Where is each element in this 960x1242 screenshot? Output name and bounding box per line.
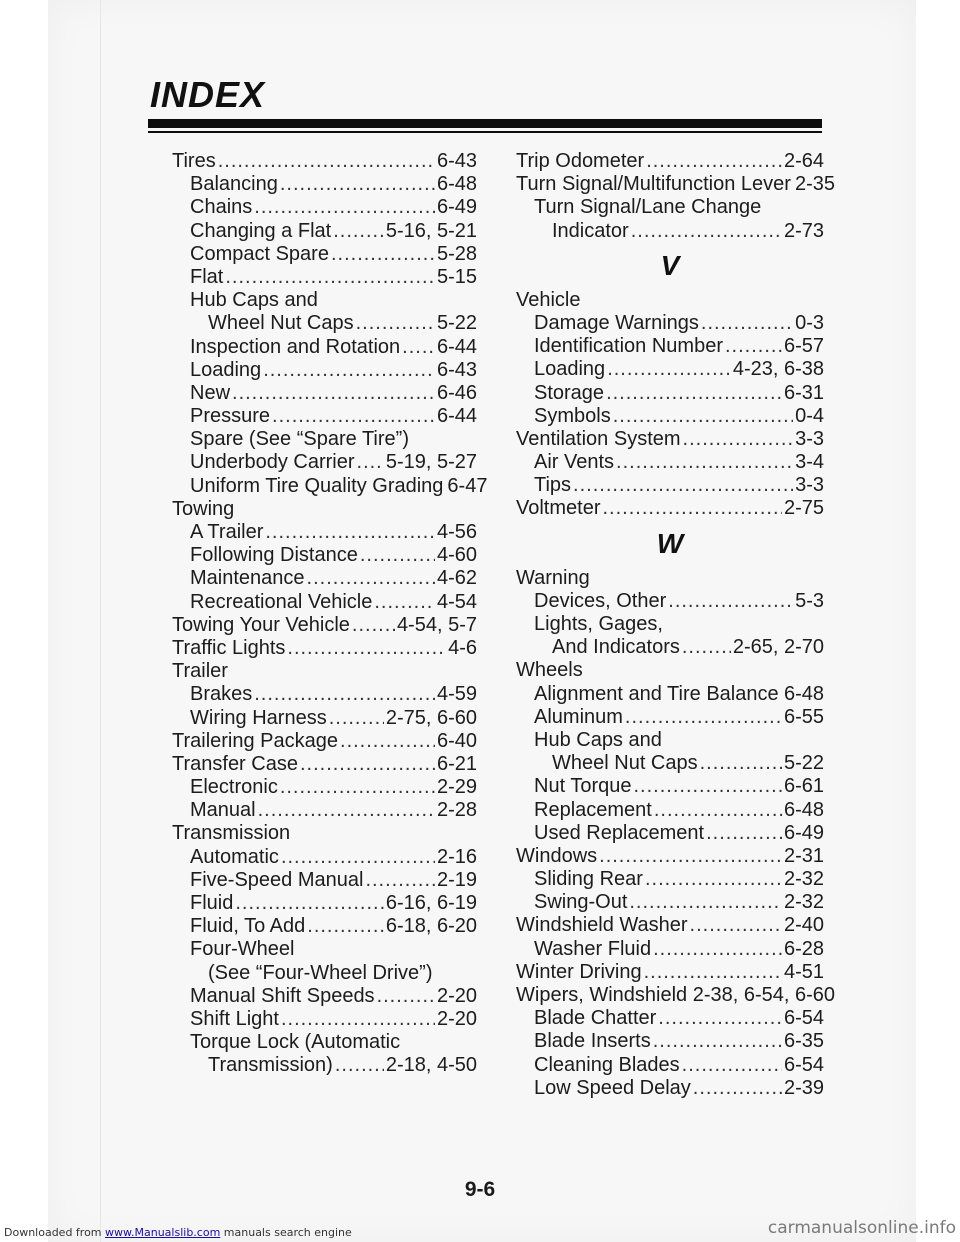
- entry-text: And Indicators: [552, 636, 680, 659]
- entry-text: Trailering Package: [172, 729, 339, 752]
- index-entry: [516, 891, 824, 914]
- entry-text: Storage: [534, 381, 605, 404]
- watermark: carmanualsonline.info: [767, 1218, 956, 1238]
- entry-page-ref: 4-23, 6-38: [732, 358, 824, 381]
- entry-text: New: [190, 381, 231, 404]
- index-entry: [516, 474, 824, 497]
- entry-text: A Trailer: [190, 521, 264, 543]
- leader-dots: [606, 382, 782, 405]
- leader-dots: [646, 150, 782, 173]
- entry-text: Identification Number: [534, 335, 723, 358]
- entry-page-ref: 6-18, 6-20: [385, 915, 477, 938]
- leader-dots: [690, 914, 782, 937]
- entry-page-ref: 4-54: [436, 590, 477, 613]
- index-entry: [516, 613, 824, 636]
- entry-page-ref: 6-54: [783, 1053, 824, 1076]
- index-entry: [172, 567, 477, 590]
- entry-text: Uniform Tire Quality Grading: [190, 474, 444, 497]
- entry-text: Towing Your Vehicle: [172, 613, 350, 636]
- entry-text: Devices, Other: [534, 589, 667, 612]
- entry-page-ref: 4-51: [783, 960, 824, 983]
- entry-text: Symbols: [534, 404, 611, 427]
- entry-page-ref: 2-19: [436, 868, 477, 891]
- index-entry: [516, 845, 824, 868]
- index-entry: [516, 1030, 824, 1053]
- entry-page-ref: 6-46: [436, 381, 477, 404]
- leader-dots: [599, 845, 782, 868]
- entry-page-ref: 5-15: [436, 265, 477, 288]
- entry-text: Hub Caps and: [190, 289, 318, 312]
- entry-text: Lights, Gages,: [534, 613, 663, 635]
- leader-dots: [300, 753, 435, 776]
- entry-page-ref: 4-6: [448, 636, 477, 659]
- entry-page-ref: 6-28: [783, 937, 824, 960]
- download-footer: [4, 1226, 352, 1239]
- index-entry: [516, 799, 824, 822]
- entry-text: Turn Signal/Multifunction Lever: [516, 173, 791, 196]
- leader-dots: [682, 1054, 782, 1077]
- index-entry: [516, 567, 824, 590]
- leader-dots: [633, 775, 781, 798]
- entry-page-ref: 6-49: [436, 196, 477, 219]
- entry-text: Flat: [190, 265, 224, 288]
- entry-page-ref: 0-4: [795, 404, 824, 427]
- leader-dots: [658, 1007, 782, 1030]
- index-entry: [172, 243, 477, 266]
- index-entry: [516, 706, 824, 729]
- index-entry: [516, 590, 824, 613]
- index-entry: [516, 335, 824, 358]
- leader-dots: [668, 590, 793, 613]
- index-entry: [516, 289, 824, 312]
- entry-text: Inspection and Rotation: [190, 335, 401, 358]
- entry-page-ref: 6-16, 6-19: [385, 892, 477, 914]
- entry-text: Towing: [172, 497, 235, 520]
- entry-page-ref: 3-3: [795, 427, 824, 450]
- page-heading: INDEX: [150, 74, 266, 115]
- entry-text: Nut Torque: [534, 775, 632, 798]
- index-entry: [172, 753, 477, 776]
- entry-text: Replacement: [534, 798, 652, 821]
- leader-dots: [625, 706, 782, 729]
- entry-page-ref: 2-40: [783, 914, 824, 937]
- index-entry: [172, 266, 477, 289]
- leader-dots: [682, 636, 731, 659]
- entry-page-ref: 2-32: [783, 891, 824, 914]
- index-entry: [516, 683, 824, 706]
- leader-dots: [693, 1077, 782, 1100]
- entry-page-ref: 3-4: [795, 451, 824, 474]
- leader-dots: [340, 730, 435, 753]
- entry-page-ref: 2-28: [436, 799, 477, 822]
- entry-text: Compact Spare: [190, 242, 329, 265]
- index-entry: [172, 173, 477, 196]
- entry-page-ref: 6-35: [783, 1030, 824, 1053]
- index-entry: [172, 591, 477, 614]
- index-entry: [172, 359, 477, 382]
- section-letter: V: [660, 249, 680, 281]
- index-entry: [516, 497, 824, 520]
- index-entry: [516, 636, 824, 659]
- leader-dots: [629, 891, 782, 914]
- leader-dots: [360, 544, 435, 567]
- entry-text: Vehicle: [516, 288, 581, 311]
- entry-page-ref: 5-19, 5-27: [385, 451, 477, 474]
- index-entry: [516, 984, 836, 1007]
- leader-dots: [352, 614, 395, 637]
- entry-text: Transmission: [172, 822, 291, 845]
- entry-text: Indicator: [552, 219, 629, 242]
- index-entry: [172, 730, 477, 753]
- entry-page-ref: 4-59: [436, 683, 477, 706]
- index-entry: [516, 914, 824, 937]
- leader-dots: [272, 405, 435, 428]
- index-entry: [172, 1054, 477, 1077]
- leader-dots: [374, 591, 435, 614]
- entry-text: Transmission): [208, 1054, 333, 1077]
- entry-text: (See “Four-Wheel Drive”): [208, 961, 433, 984]
- entry-text: Tires: [172, 150, 216, 172]
- entry-text: Wiring Harness: [190, 706, 327, 729]
- entry-text: Electronic: [190, 776, 278, 799]
- entry-text: Underbody Carrier: [190, 451, 355, 474]
- entry-text: Swing-Out: [534, 891, 628, 914]
- leader-dots: [307, 567, 435, 590]
- leader-dots: [683, 428, 794, 451]
- entry-text: Sliding Rear: [534, 868, 643, 891]
- index-entry: [172, 1008, 477, 1031]
- leader-dots: [225, 266, 435, 289]
- index-entry: [172, 498, 477, 521]
- index-entry: [516, 822, 824, 845]
- entry-page-ref: 6-48: [783, 682, 824, 705]
- index-entry: [172, 220, 477, 243]
- index-entry: [172, 196, 477, 219]
- index-entry: [172, 799, 477, 822]
- entry-page-ref: 4-62: [436, 567, 477, 590]
- leader-dots: [329, 707, 384, 730]
- entry-text: Trip Odometer: [516, 150, 645, 172]
- entry-text: Blade Chatter: [534, 1007, 657, 1030]
- entry-text: Washer Fluid: [534, 937, 652, 960]
- footer-prefix: Downloaded from: [4, 1226, 106, 1239]
- entry-text: Damage Warnings: [534, 311, 699, 334]
- entry-page-ref: 4-54, 5-7: [396, 613, 477, 636]
- index-entry: [172, 521, 477, 544]
- entry-page-ref: 2-65, 2-70: [732, 636, 824, 659]
- index-entry: [172, 289, 477, 312]
- entry-text: Torque Lock (Automatic: [190, 1031, 401, 1054]
- entry-page-ref: 2-75: [783, 497, 824, 520]
- entry-page-ref: 2-32: [783, 868, 824, 891]
- index-entry: [172, 869, 477, 892]
- leader-dots: [602, 497, 781, 520]
- index-column-right: [516, 150, 836, 1100]
- entry-text: Wheel Nut Caps: [208, 312, 354, 335]
- entry-text: Maintenance: [190, 567, 305, 590]
- entry-text: Spare (See “Spare Tire”): [190, 428, 409, 451]
- entry-page-ref: 2-20: [436, 984, 477, 1007]
- entry-text: Manual: [190, 799, 256, 822]
- index-entry: [172, 985, 477, 1008]
- leader-dots: [218, 150, 435, 173]
- section-letter: W: [656, 527, 684, 559]
- index-entry: [516, 405, 824, 428]
- entry-text: Chains: [190, 196, 253, 219]
- entry-text: Windows: [516, 844, 598, 867]
- index-entry: [172, 150, 477, 173]
- entry-text: Shift Light: [190, 1007, 279, 1030]
- index-entry: [516, 220, 824, 243]
- entry-page-ref: 4-60: [436, 544, 477, 567]
- leader-dots: [254, 196, 435, 219]
- index-entry: [516, 150, 824, 173]
- index-entry: [172, 660, 477, 683]
- entry-text: Changing a Flat: [190, 219, 332, 242]
- entry-page-ref: 5-22: [436, 312, 477, 335]
- leader-dots: [281, 846, 435, 869]
- index-entry: [172, 382, 477, 405]
- entry-text: Following Distance: [190, 544, 358, 567]
- entry-page-ref: 5-22: [783, 752, 824, 775]
- entry-page-ref: 5-3: [795, 589, 824, 612]
- index-entry: [172, 428, 477, 451]
- entry-text: Low Speed Delay: [534, 1076, 691, 1099]
- leader-dots: [377, 985, 435, 1008]
- leader-dots: [232, 382, 435, 405]
- entry-text: Fluid: [190, 892, 234, 914]
- leader-dots: [607, 358, 731, 381]
- footer-suffix: manuals search engine: [220, 1226, 352, 1239]
- entry-text: Aluminum: [534, 705, 623, 728]
- index-entry: [172, 474, 488, 498]
- leader-dots: [280, 776, 435, 799]
- entry-text: Wheel Nut Caps: [552, 752, 698, 775]
- entry-text: Loading: [190, 358, 262, 381]
- index-entry: [172, 683, 477, 706]
- index-entry: [172, 962, 477, 985]
- entry-text: Warning: [516, 566, 590, 589]
- entry-text: Fluid, To Add: [190, 915, 306, 938]
- leader-dots: [263, 359, 435, 382]
- entry-page-ref: 6-49: [783, 821, 824, 844]
- entry-text: Manual Shift Speeds: [190, 984, 375, 1007]
- entry-page-ref: 6-48: [436, 173, 477, 196]
- index-entry: [516, 868, 824, 891]
- leader-dots: [725, 335, 782, 358]
- leader-dots: [333, 220, 384, 243]
- index-entry: [516, 196, 824, 219]
- leader-dots: [701, 312, 793, 335]
- entry-page-ref: 6-61: [783, 775, 824, 798]
- entry-text: Turn Signal/Lane Change: [534, 196, 762, 219]
- leader-dots: [235, 892, 383, 915]
- index-entry: [516, 729, 824, 752]
- entry-page-ref: 5-28: [436, 242, 477, 265]
- leader-dots: [365, 869, 435, 892]
- index-entry: [516, 312, 824, 335]
- leader-dots: [631, 220, 782, 243]
- index-entry: [516, 1054, 824, 1077]
- index-entry: [172, 451, 477, 474]
- entry-page-ref: 4-56: [436, 521, 477, 543]
- leader-dots: [357, 451, 384, 474]
- index-entry: [516, 358, 824, 381]
- index-entry: [172, 822, 477, 845]
- entry-page-ref: 6-40: [436, 729, 477, 752]
- page-number: 9-6: [464, 1178, 496, 1201]
- index-entry: [516, 428, 824, 451]
- entry-page-ref: 2-75, 6-60: [385, 706, 477, 729]
- index-entry: [172, 707, 477, 730]
- manualslib-link[interactable]: www.Manualslib.com: [105, 1226, 221, 1239]
- index-entry: [516, 1007, 824, 1030]
- index-entry: [172, 614, 477, 637]
- index-entry: [516, 451, 824, 474]
- index-entry: [516, 752, 824, 775]
- entry-page-ref: 2-73: [783, 219, 824, 242]
- entry-page-ref: 0-3: [795, 311, 824, 334]
- entry-page-ref: 5-16, 5-21: [385, 219, 477, 242]
- entry-page-ref: 3-3: [795, 474, 824, 497]
- entry-page-ref: 6-57: [783, 335, 824, 358]
- index-entry: [172, 938, 477, 961]
- entry-text: Wipers, Windshield 2-38, 6-54, 6-60: [516, 984, 836, 1006]
- entry-text: Used Replacement: [534, 821, 705, 844]
- entry-text: Balancing: [190, 173, 278, 196]
- leader-dots: [280, 173, 435, 196]
- entry-text: Traffic Lights: [172, 636, 286, 659]
- entry-text: Windshield Washer: [516, 914, 688, 937]
- leader-dots: [653, 938, 782, 961]
- index-entry: [516, 382, 824, 405]
- index-entry: [172, 405, 477, 428]
- entry-text: Transfer Case: [172, 752, 298, 775]
- entry-text: Recreational Vehicle: [190, 590, 373, 613]
- index-entry: [516, 1077, 824, 1100]
- index-entry: [516, 938, 824, 961]
- index-entry: [172, 312, 477, 335]
- leader-dots: [287, 637, 446, 660]
- entry-text: Four-Wheel: [190, 938, 295, 961]
- leader-dots: [356, 312, 435, 335]
- index-entry: [172, 846, 477, 869]
- entry-page-ref: 6-44: [436, 405, 477, 428]
- leader-dots: [700, 752, 782, 775]
- entry-page-ref: 6-43: [436, 358, 477, 381]
- entry-text: Winter Driving: [516, 960, 642, 983]
- leader-dots: [653, 1030, 782, 1053]
- index-entry: [172, 1031, 477, 1054]
- index-entry: [516, 961, 824, 984]
- entry-page-ref: 2-31: [783, 844, 824, 867]
- entry-text: Brakes: [190, 683, 253, 706]
- entry-text: Pressure: [190, 405, 271, 428]
- index-entry: [516, 775, 824, 798]
- entry-page-ref: 6-47: [447, 474, 488, 497]
- entry-text: Ventilation System: [516, 427, 681, 450]
- leader-dots: [616, 451, 793, 474]
- leader-dots: [331, 243, 435, 266]
- entry-text: Blade Inserts: [534, 1030, 651, 1053]
- leader-dots: [335, 1054, 384, 1077]
- entry-text: Trailer: [172, 660, 228, 683]
- heading-rule-thick: [148, 119, 822, 128]
- entry-page-ref: 2-20: [436, 1007, 477, 1030]
- entry-text: Automatic: [190, 845, 279, 868]
- entry-text: Voltmeter: [516, 497, 601, 520]
- entry-page-ref: 6-48: [783, 798, 824, 821]
- index-entry: [516, 173, 835, 196]
- entry-page-ref: 2-35: [794, 173, 835, 196]
- entry-text: Wheels: [516, 659, 583, 682]
- leader-dots: [402, 336, 435, 359]
- leader-dots: [644, 961, 782, 984]
- entry-text: Five-Speed Manual: [190, 868, 364, 891]
- index-entry: [172, 915, 477, 938]
- index-entry: [172, 336, 477, 359]
- entry-page-ref: 2-64: [783, 150, 824, 172]
- leader-dots: [281, 1008, 435, 1031]
- entry-page-ref: 2-16: [436, 845, 477, 868]
- entry-text: Cleaning Blades: [534, 1053, 680, 1076]
- entry-page-ref: 6-31: [783, 381, 824, 404]
- leader-dots: [781, 683, 782, 706]
- entry-text: Alignment and Tire Balance: [534, 682, 779, 705]
- entry-page-ref: 2-39: [783, 1076, 824, 1099]
- entry-page-ref: 6-54: [783, 1007, 824, 1030]
- entry-page-ref: 2-29: [436, 776, 477, 799]
- entry-page-ref: 6-43: [436, 150, 477, 172]
- leader-dots: [654, 799, 782, 822]
- entry-page-ref: 6-55: [783, 705, 824, 728]
- index-entry: [172, 637, 477, 660]
- entry-text: Hub Caps and: [534, 728, 662, 751]
- entry-page-ref: 6-21: [436, 752, 477, 775]
- index-entry: [172, 776, 477, 799]
- entry-text: Loading: [534, 358, 606, 381]
- leader-dots: [706, 822, 782, 845]
- entry-text: Air Vents: [534, 451, 615, 474]
- entry-text: Tips: [534, 474, 572, 497]
- index-entry: [172, 892, 477, 915]
- index-entry: [172, 544, 477, 567]
- leader-dots: [573, 474, 793, 497]
- entry-page-ref: 2-18, 4-50: [385, 1054, 477, 1077]
- index-entry: [516, 659, 824, 682]
- entry-page-ref: 6-44: [436, 335, 477, 358]
- leader-dots: [307, 915, 384, 938]
- leader-dots: [613, 405, 793, 428]
- page-edge-line: [100, 0, 101, 1242]
- index-column-left: [172, 150, 488, 1078]
- leader-dots: [258, 799, 435, 822]
- leader-dots: [265, 521, 435, 544]
- leader-dots: [254, 683, 435, 706]
- heading-rule-thin: [148, 131, 822, 133]
- leader-dots: [645, 868, 782, 891]
